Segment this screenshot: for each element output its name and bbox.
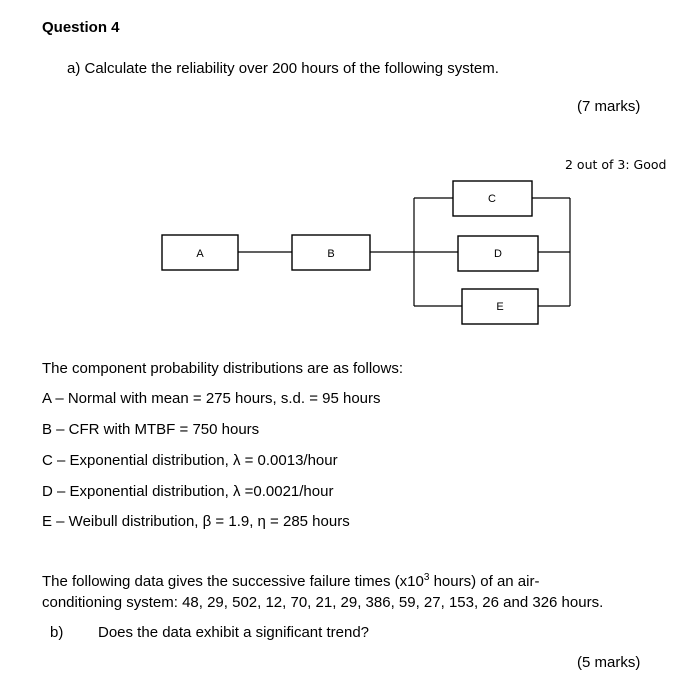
distributions-intro: The component probability distributions are as follows:: [42, 360, 404, 377]
part-a-marks: (7 marks): [577, 98, 641, 115]
failure-data-superscript: 3: [423, 572, 430, 583]
grading-annotation: 2 out of 3: Good: [565, 157, 667, 172]
block-a-label: A: [196, 248, 204, 260]
distribution-c: C – Exponential distribution, λ = 0.0013/hour: [42, 452, 338, 469]
block-c-label: C: [488, 193, 496, 205]
block-d-label: D: [494, 248, 502, 260]
part-a-prompt: a) Calculate the reliability over 200 hours of the following system.: [67, 60, 499, 77]
block-e-label: E: [496, 301, 504, 313]
failure-data-line-1-post: hours) of an air-: [429, 573, 540, 590]
failure-data-line-2: conditioning system: 48, 29, 502, 12, 70, 21, 29, 386, 59, 27, 153, 26 and 326 hours.: [42, 594, 604, 611]
distribution-b: B – CFR with MTBF = 750 hours: [42, 421, 260, 438]
failure-data-line-1-pre: The following data gives the successive failure times (x10: [42, 573, 424, 590]
distribution-d: D – Exponential distribution, λ =0.0021/hour: [42, 483, 334, 500]
part-b-label: b): [50, 624, 64, 641]
distribution-a: A – Normal with mean = 275 hours, s.d. = 95 hours: [42, 390, 381, 407]
block-b-label: B: [327, 248, 335, 260]
part-b-prompt: Does the data exhibit a significant trend?: [98, 624, 370, 641]
distribution-e: E – Weibull distribution, β = 1.9, η = 285 hours: [42, 513, 350, 530]
question-heading: Question 4: [42, 19, 120, 36]
part-b-marks: (5 marks): [577, 654, 641, 671]
failure-data-line-1: [42, 573, 539, 590]
